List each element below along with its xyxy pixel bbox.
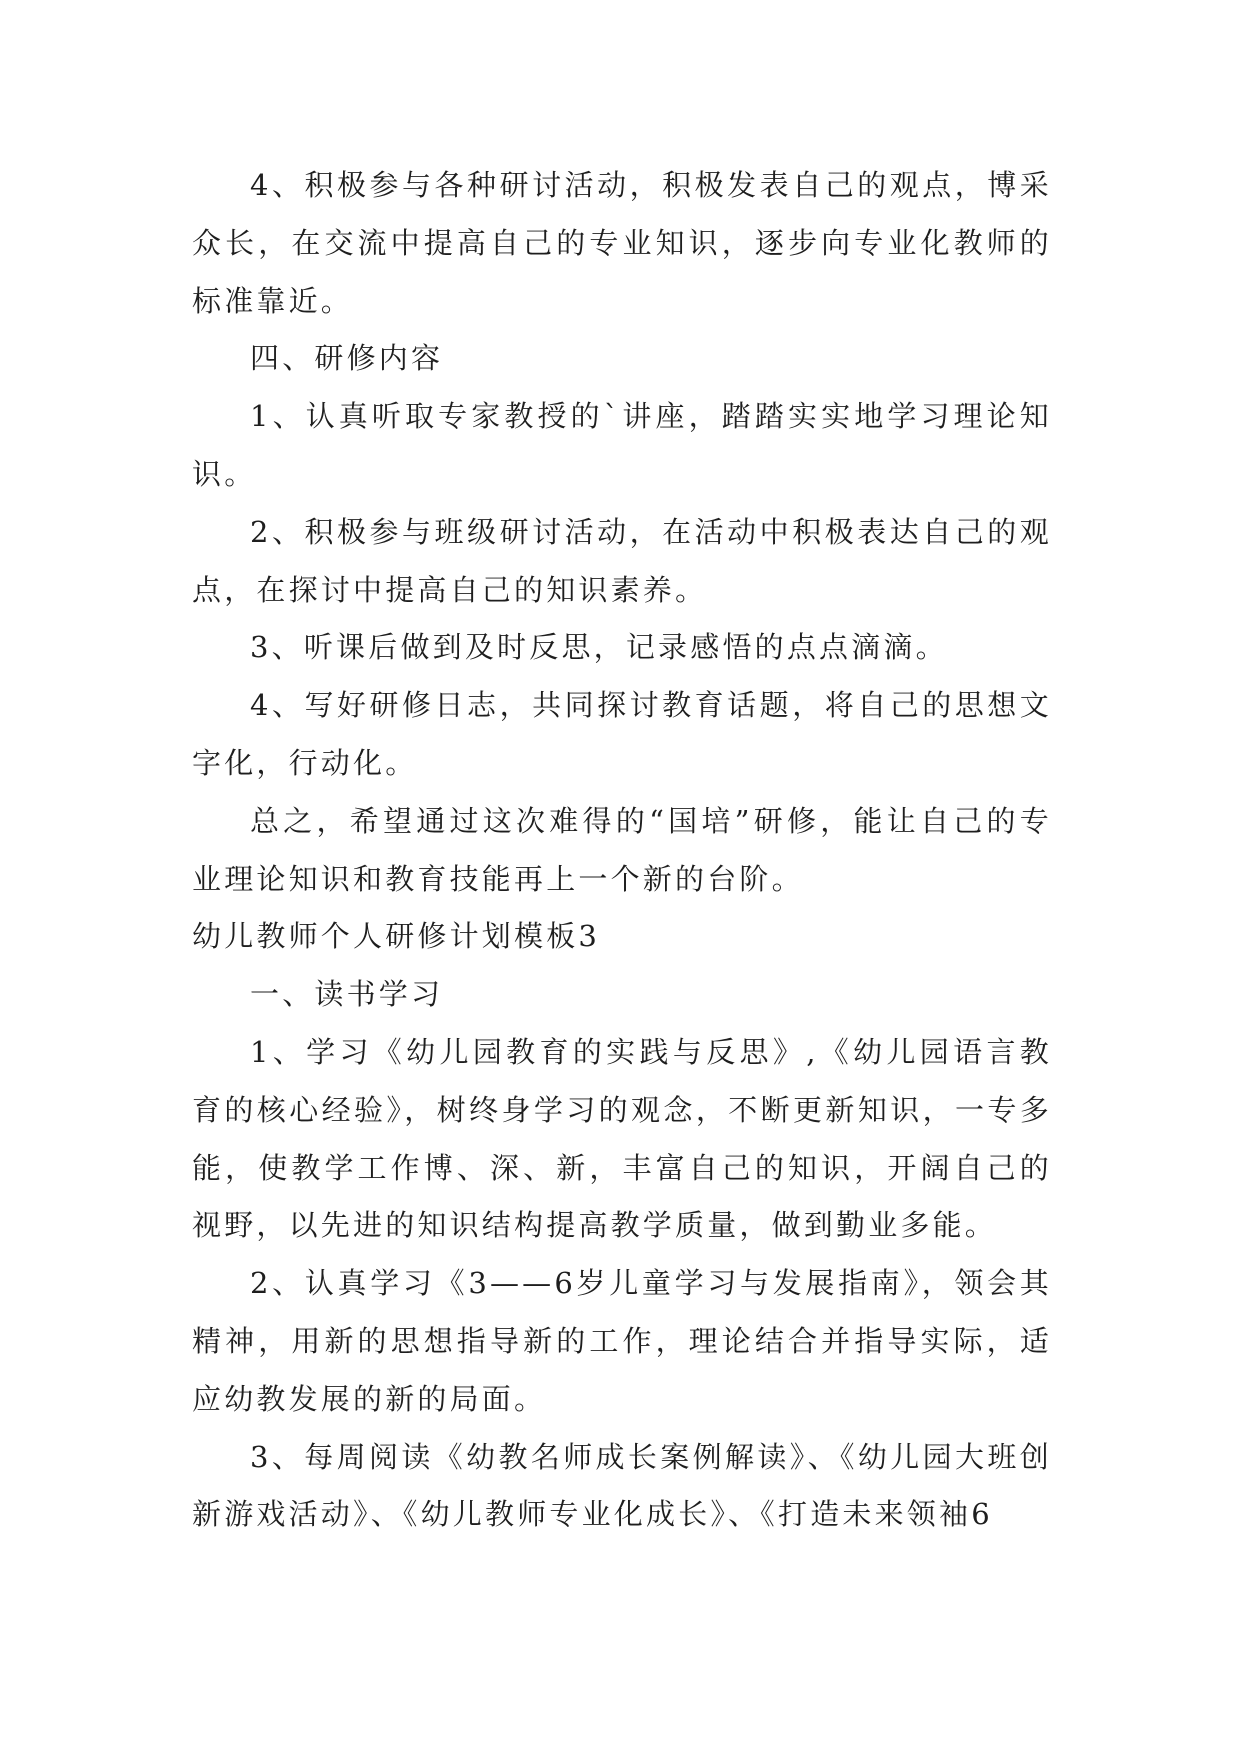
paragraph-participate-seminars: 4、积极参与各种研讨活动，积极发表自己的观点，博采众长，在交流中提高自己的专业知识，逐步向专业化教师的标准靠近。 bbox=[192, 168, 1052, 318]
paragraph-conclusion: 总之，希望通过这次难得的“国培”研修，能让自己的专业理论知识和教育技能再上一个新的台阶。 bbox=[192, 803, 1052, 896]
paragraph-class-discussion: 2、积极参与班级研讨活动，在活动中积极表达自己的观点，在探讨中提高自己的知识素养。 bbox=[192, 514, 1052, 607]
heading-study-content: 四、研修内容 bbox=[250, 341, 444, 376]
document-body bbox=[192, 157, 1052, 1544]
paragraph-study-journal: 4、写好研修日志，共同探讨教育话题，将自己的思想文字化，行动化。 bbox=[192, 688, 1052, 780]
heading-reading-study: 一、读书学习 bbox=[250, 977, 444, 1012]
paragraph-weekly-reading: 3、每周阅读《幼教名师成长案例解读》、《幼儿园大班创新游戏活动》、《幼儿教师专业化成长》、《打造未来领袖6 bbox=[192, 1439, 1052, 1532]
paragraph-reflection: 3、听课后做到及时反思，记录感悟的点点滴滴。 bbox=[250, 630, 948, 665]
paragraph-attend-lectures: 1、认真听取专家教授的`讲座，踏踏实实地学习理论知识。 bbox=[192, 399, 1052, 491]
paragraph-read-books: 1、学习《幼儿园教育的实践与反思》,《幼儿园语言教育的核心经验》，树终身学习的观念，不断更新知识，一专多能，使教学工作博、深、新，丰富自己的知识，开阔自己的视野，以先进的知识结构提高教学质量，做到勤业多能。 bbox=[192, 1034, 1052, 1243]
section-title: 幼儿教师个人研修计划模板3 bbox=[192, 919, 601, 954]
paragraph-study-guide: 2、认真学习《3——6岁儿童学习与发展指南》，领会其精神，用新的思想指导新的工作，理论结合并指导实际，适应幼教发展的新的局面。 bbox=[192, 1266, 1052, 1416]
